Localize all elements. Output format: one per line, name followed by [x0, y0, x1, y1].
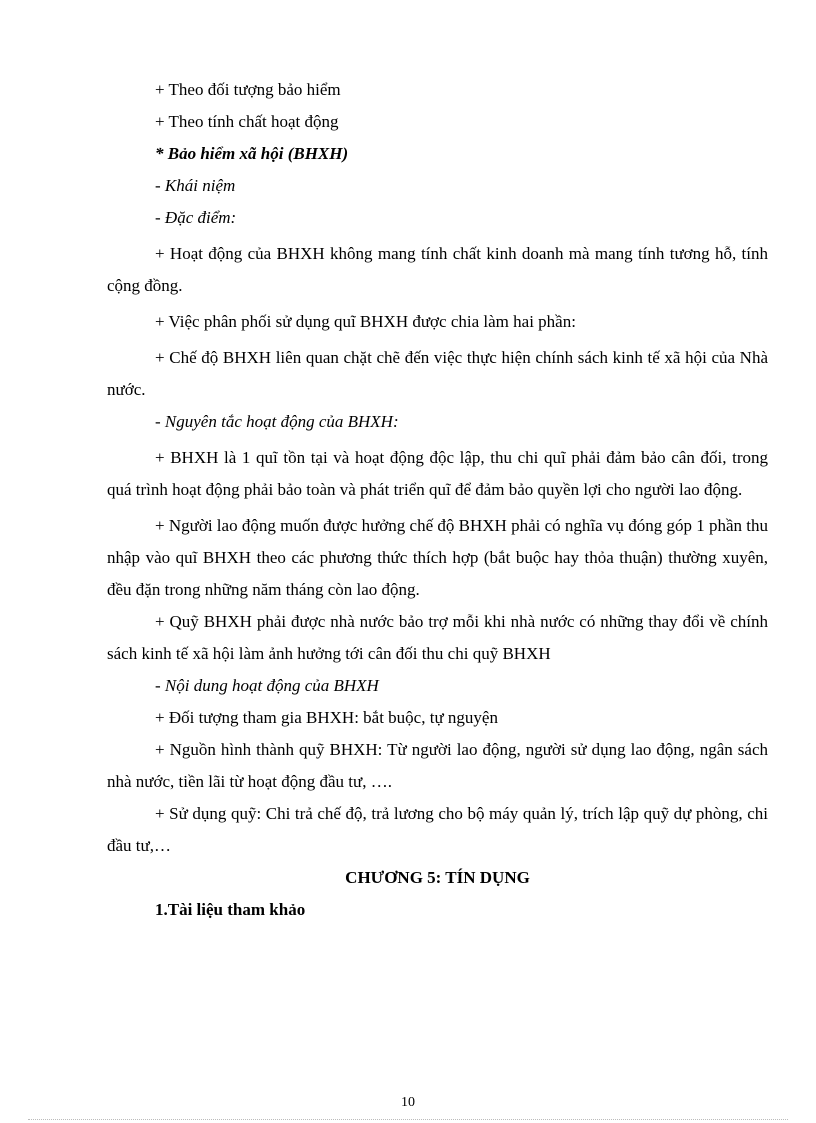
paragraph: + Hoạt động của BHXH không mang tính chất kinh doanh mà mang tính tương hỗ, tính cộng đồng. — [107, 244, 768, 295]
section-title: 1.Tài liệu tham khảo — [155, 900, 306, 919]
page-content — [107, 74, 768, 926]
italic-subheading: - Nguyên tắc hoạt động của BHXH: — [155, 412, 399, 431]
bullet-line: + Đối tượng tham gia BHXH: bắt buộc, tự nguyện — [155, 708, 498, 727]
paragraph: + Người lao động muốn được hưởng chế độ BHXH phải có nghĩa vụ đóng góp 1 phần thu nhập vào quĩ BHXH theo các phương thức thích hợp (bắt buộc hay thỏa thuận) thường xuyên, đều đặn trong những năm tháng còn lao động. — [107, 516, 768, 599]
bullet-line: + Theo tính chất hoạt động — [155, 112, 339, 131]
section-heading: * Bảo hiểm xã hội (BHXH) — [155, 144, 349, 163]
page-number: 10 — [401, 1095, 415, 1110]
italic-subheading: - Khái niệm — [155, 176, 236, 195]
chapter-title: CHƯƠNG 5: TÍN DỤNG — [345, 868, 530, 887]
italic-subheading: - Đặc điểm: — [155, 208, 237, 227]
paragraph: + BHXH là 1 quĩ tồn tại và hoạt động độc lập, thu chi quĩ phải đảm bảo cân đối, trong quá trình hoạt động phải bảo toàn và phát triển quĩ để đảm bảo quyền lợi cho người lao động. — [107, 448, 768, 499]
paragraph: + Chế độ BHXH liên quan chặt chẽ đến việc thực hiện chính sách kinh tế xã hội của Nhà nước. — [107, 348, 768, 399]
paragraph: + Nguồn hình thành quỹ BHXH: Từ người lao động, người sử dụng lao động, ngân sách nhà nước, tiền lãi từ hoạt động đầu tư, …. — [107, 740, 768, 791]
paragraph: + Sử dụng quỹ: Chi trả chế độ, trả lương cho bộ máy quản lý, trích lập quỹ dự phòng, chi đầu tư,… — [107, 804, 768, 855]
paragraph: + Quỹ BHXH phải được nhà nước bảo trợ mỗi khi nhà nước có những thay đổi về chính sách kinh tế xã hội làm ảnh hưởng tới cân đối thu chi quỹ BHXH — [107, 612, 768, 663]
bullet-line: + Theo đối tượng bảo hiểm — [155, 80, 341, 99]
footer-divider — [28, 1119, 788, 1120]
paragraph: + Việc phân phối sử dụng quĩ BHXH được chia làm hai phần: — [155, 312, 576, 331]
italic-subheading: - Nội dung hoạt động của BHXH — [155, 676, 379, 695]
